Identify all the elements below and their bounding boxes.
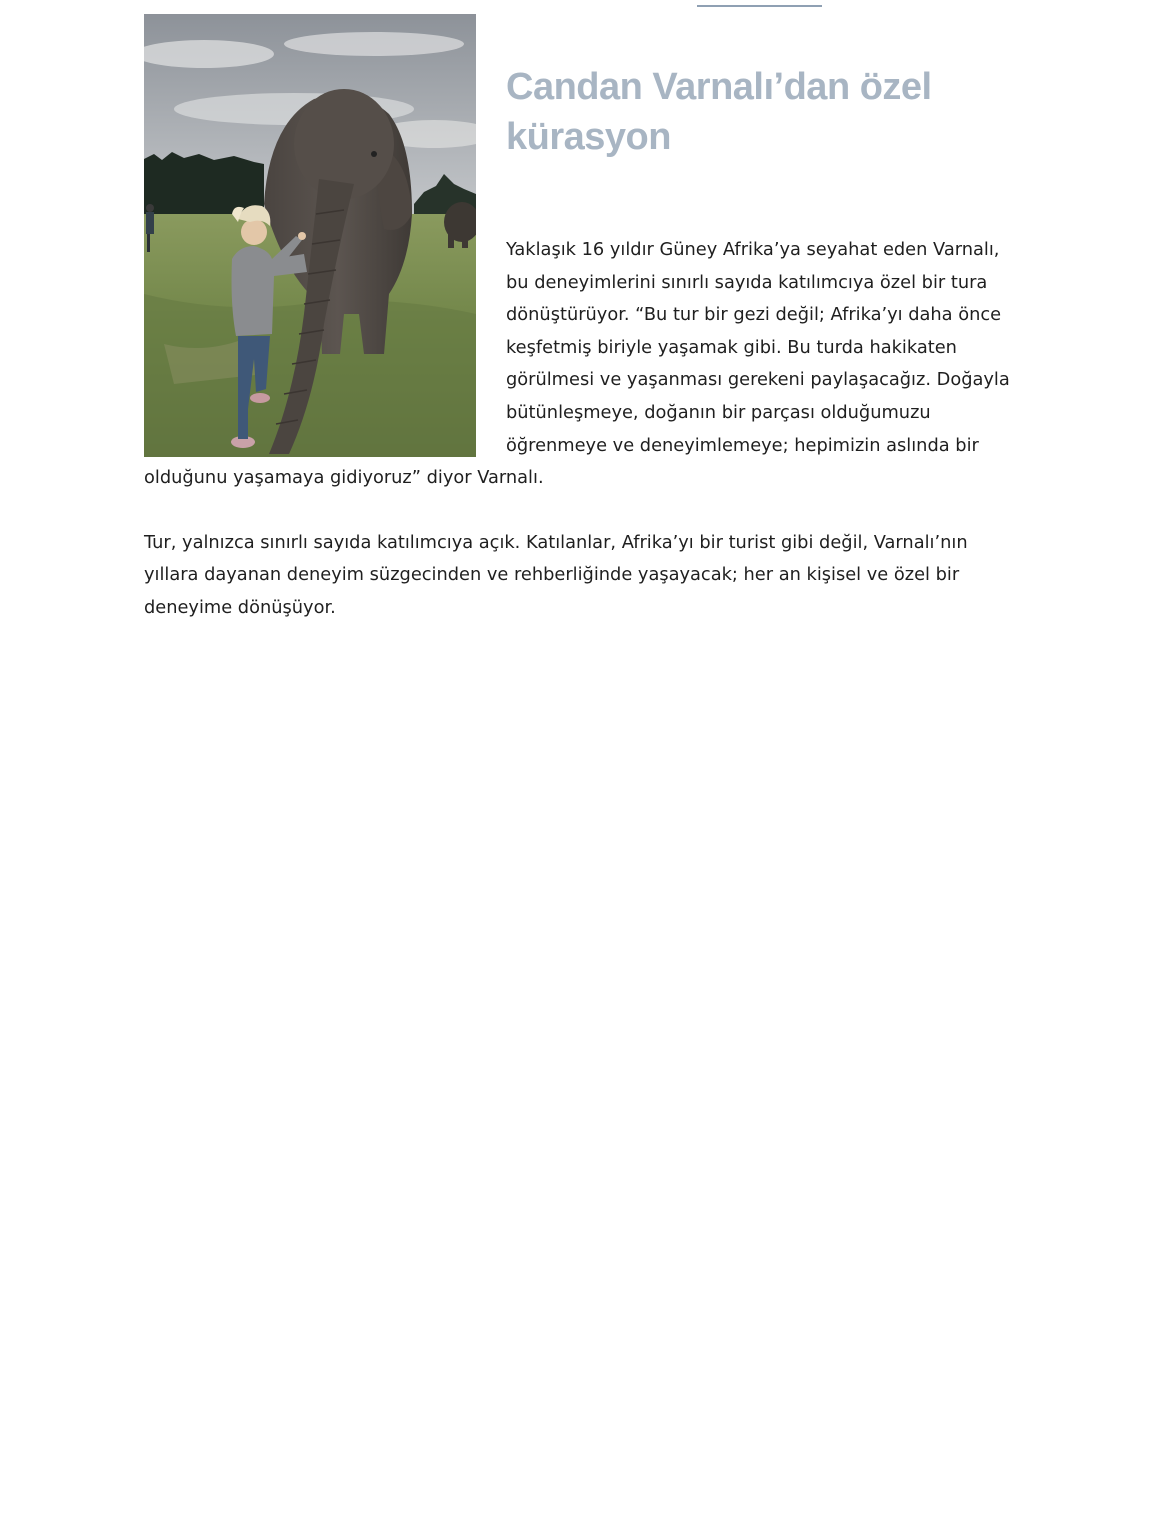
article-heading: Candan Varnalı’dan özel kürasyon <box>506 66 932 158</box>
article-paragraph-2: Tur, yalnızca sınırlı sayıda katılımcıya açık. Katılanlar, Afrika’yı bir turist gibi değil, Varnalı’nın yıllara dayanan deneyim süzgecinden ve rehberliğinde yaşayacak; her an kişisel ve özel bir deneyime dönüşüyor. <box>144 531 968 618</box>
article <box>144 14 1014 625</box>
elephant-photo <box>144 14 476 457</box>
article-paragraph-1: Yaklaşık 16 yıldır Güney Afrika’ya seyahat eden Varnalı, bu deneyimlerini sınırlı sayıda katılımcıya özel bir tura dönüştürüyor. “Bu tur bir gezi değil; Afrika’yı daha önce keşfetmiş biriyle yaşamak gibi. Bu turda hakikaten görülmesi ve yaşanması gerekeni paylaşacağız. Doğayla bütünleşmeye, doğanın bir parçası olduğumuzu öğrenmeye ve deneyimlemeye; hepimizin aslında bir olduğunu yaşamaya gidiyoruz” diyor Varnalı. <box>144 239 1010 489</box>
top-divider <box>697 5 822 7</box>
